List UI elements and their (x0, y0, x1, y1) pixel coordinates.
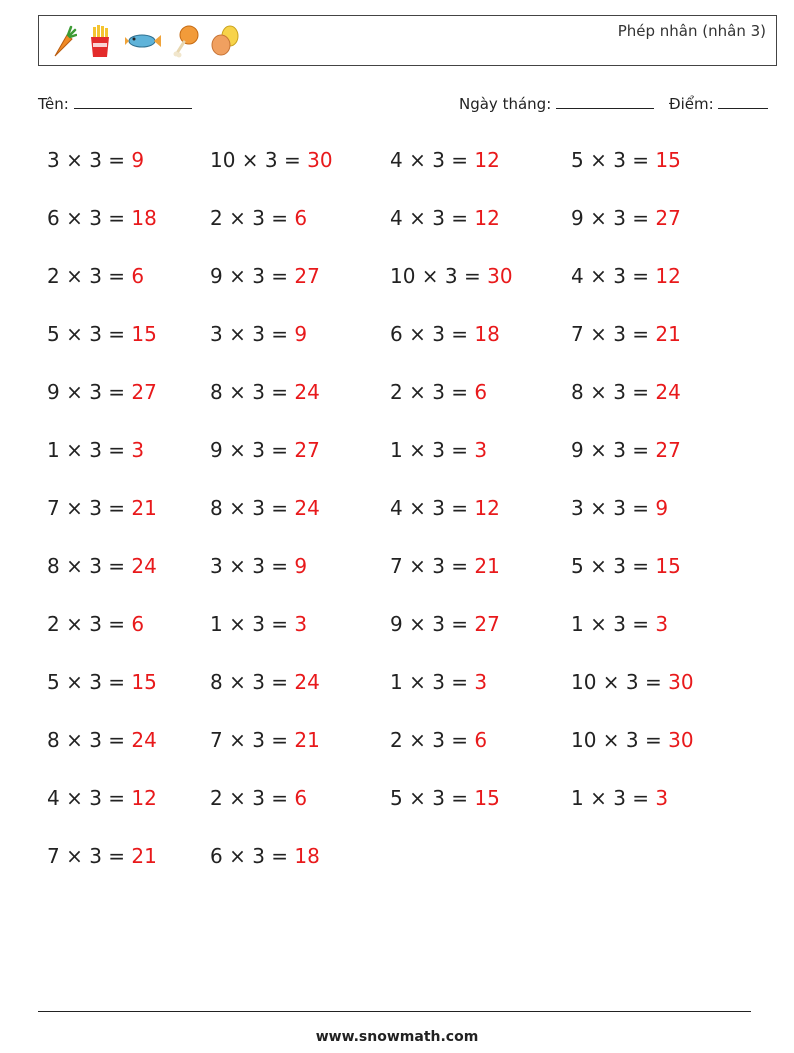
problem-question: 10 × 3 = (210, 148, 308, 172)
problem-answer: 21 (131, 496, 157, 520)
problem-answer: 27 (474, 612, 500, 636)
problem-question: 1 × 3 = (390, 438, 475, 462)
problem-item (571, 612, 668, 636)
problem-item (210, 322, 307, 346)
problem-item (47, 380, 157, 404)
problem-question: 4 × 3 = (571, 264, 656, 288)
problem-item (47, 206, 157, 230)
eggs-icon (209, 23, 243, 59)
problem-answer: 27 (294, 264, 320, 288)
problem-question: 9 × 3 = (47, 380, 132, 404)
name-blank[interactable] (74, 94, 192, 109)
problem-answer: 27 (131, 380, 157, 404)
problem-question: 5 × 3 = (571, 554, 656, 578)
name-label: Tên: (38, 95, 69, 113)
problem-answer: 24 (655, 380, 681, 404)
problem-item (210, 496, 320, 520)
problem-question: 8 × 3 = (210, 670, 295, 694)
problem-item (571, 728, 694, 752)
problem-answer: 9 (131, 148, 145, 172)
problem-question: 1 × 3 = (210, 612, 295, 636)
problem-answer: 12 (474, 496, 500, 520)
problem-item (210, 554, 307, 578)
problem-answer: 15 (131, 322, 157, 346)
problem-answer: 24 (294, 380, 320, 404)
problem-item (571, 496, 668, 520)
problem-item (47, 554, 157, 578)
problem-answer: 30 (668, 728, 694, 752)
footer-url: www.snowmath.com (315, 1029, 479, 1045)
name-field (38, 94, 192, 113)
problem-question: 3 × 3 = (210, 554, 295, 578)
problem-question: 2 × 3 = (47, 612, 132, 636)
problem-answer: 12 (474, 148, 500, 172)
problem-item (390, 438, 487, 462)
problem-item (210, 670, 320, 694)
problem-answer: 15 (655, 148, 681, 172)
problem-answer: 3 (474, 438, 488, 462)
problem-answer: 3 (655, 612, 669, 636)
problem-question: 9 × 3 = (210, 438, 295, 462)
problem-item (47, 786, 157, 810)
problem-item (571, 670, 694, 694)
problem-question: 6 × 3 = (390, 322, 475, 346)
problem-answer: 24 (294, 496, 320, 520)
problem-answer: 15 (131, 670, 157, 694)
problem-question: 5 × 3 = (47, 670, 132, 694)
problem-item (571, 264, 681, 288)
problem-item (47, 844, 157, 868)
problem-item (210, 206, 307, 230)
header-box (38, 15, 777, 66)
problem-answer: 30 (307, 148, 333, 172)
problem-item (390, 496, 500, 520)
problem-answer: 3 (474, 670, 488, 694)
problem-question: 2 × 3 = (390, 728, 475, 752)
problem-item (390, 670, 487, 694)
score-blank[interactable] (718, 94, 768, 109)
problem-question: 5 × 3 = (571, 148, 656, 172)
problem-question: 8 × 3 = (210, 496, 295, 520)
problem-answer: 9 (294, 322, 308, 346)
problem-answer: 6 (131, 612, 145, 636)
problem-item (390, 206, 500, 230)
problem-question: 9 × 3 = (210, 264, 295, 288)
problem-answer: 21 (131, 844, 157, 868)
date-blank[interactable] (556, 94, 654, 109)
problem-question: 1 × 3 = (571, 612, 656, 636)
problem-answer: 24 (294, 670, 320, 694)
problem-answer: 6 (294, 206, 308, 230)
problem-question: 6 × 3 = (47, 206, 132, 230)
problem-item (47, 612, 144, 636)
problem-question: 1 × 3 = (47, 438, 132, 462)
problem-question: 7 × 3 = (210, 728, 295, 752)
problem-question: 8 × 3 = (210, 380, 295, 404)
problem-item (47, 496, 157, 520)
problem-answer: 3 (131, 438, 145, 462)
problem-answer: 18 (131, 206, 157, 230)
problem-item (571, 322, 681, 346)
problem-answer: 18 (294, 844, 320, 868)
problem-question: 5 × 3 = (47, 322, 132, 346)
problem-item (571, 438, 681, 462)
date-field (459, 94, 654, 113)
problem-question: 4 × 3 = (47, 786, 132, 810)
problem-answer: 30 (487, 264, 513, 288)
problem-answer: 18 (474, 322, 500, 346)
problem-question: 7 × 3 = (571, 322, 656, 346)
problem-question: 3 × 3 = (47, 148, 132, 172)
problem-item (47, 438, 144, 462)
problem-question: 10 × 3 = (571, 670, 669, 694)
problem-answer: 6 (294, 786, 308, 810)
problem-question: 9 × 3 = (571, 438, 656, 462)
problem-question: 5 × 3 = (390, 786, 475, 810)
problem-answer: 24 (131, 728, 157, 752)
problem-answer: 6 (474, 728, 488, 752)
problem-item (210, 438, 320, 462)
problem-question: 2 × 3 = (47, 264, 132, 288)
score-label: Điểm: (669, 95, 714, 113)
problem-item (210, 844, 320, 868)
problem-question: 9 × 3 = (571, 206, 656, 230)
header-icons (47, 21, 243, 61)
problem-item (571, 786, 668, 810)
fries-icon (85, 23, 115, 59)
problem-question: 8 × 3 = (571, 380, 656, 404)
problem-item (390, 148, 500, 172)
problem-question: 10 × 3 = (571, 728, 669, 752)
problem-question: 2 × 3 = (210, 206, 295, 230)
problem-answer: 6 (131, 264, 145, 288)
problem-question: 4 × 3 = (390, 206, 475, 230)
problem-item (571, 148, 681, 172)
problem-item (210, 786, 307, 810)
problem-question: 6 × 3 = (210, 844, 295, 868)
problem-answer: 9 (655, 496, 669, 520)
problem-item (210, 148, 333, 172)
problem-answer: 12 (655, 264, 681, 288)
problem-question: 8 × 3 = (47, 728, 132, 752)
problem-question: 7 × 3 = (47, 844, 132, 868)
problem-item (571, 554, 681, 578)
problem-item (390, 728, 487, 752)
problem-item (390, 380, 487, 404)
problem-answer: 12 (474, 206, 500, 230)
problem-question: 1 × 3 = (571, 786, 656, 810)
problem-question: 7 × 3 = (47, 496, 132, 520)
problem-item (390, 612, 500, 636)
problem-question: 4 × 3 = (390, 496, 475, 520)
problem-answer: 9 (294, 554, 308, 578)
problem-question: 2 × 3 = (210, 786, 295, 810)
problem-question: 10 × 3 = (390, 264, 488, 288)
problem-item (390, 264, 513, 288)
problem-answer: 21 (474, 554, 500, 578)
problem-answer: 3 (294, 612, 308, 636)
problem-answer: 27 (655, 206, 681, 230)
problem-answer: 12 (131, 786, 157, 810)
problem-item (47, 148, 144, 172)
problem-answer: 27 (294, 438, 320, 462)
problem-question: 3 × 3 = (210, 322, 295, 346)
problem-question: 4 × 3 = (390, 148, 475, 172)
problem-answer: 21 (655, 322, 681, 346)
problem-answer: 3 (655, 786, 669, 810)
problem-answer: 27 (655, 438, 681, 462)
problem-item (210, 264, 320, 288)
problem-question: 9 × 3 = (390, 612, 475, 636)
problem-question: 7 × 3 = (390, 554, 475, 578)
problem-answer: 30 (668, 670, 694, 694)
problem-item (210, 380, 320, 404)
problem-question: 1 × 3 = (390, 670, 475, 694)
problem-answer: 6 (474, 380, 488, 404)
problem-item (390, 786, 500, 810)
drumstick-icon (171, 23, 201, 59)
date-label: Ngày tháng: (459, 95, 552, 113)
problem-item (47, 322, 157, 346)
problem-answer: 21 (294, 728, 320, 752)
sheet-title: Phép nhân (nhân 3) (617, 22, 766, 40)
problem-item (390, 322, 500, 346)
problem-answer: 15 (474, 786, 500, 810)
problem-question: 8 × 3 = (47, 554, 132, 578)
problem-answer: 24 (131, 554, 157, 578)
problem-item (47, 728, 157, 752)
problem-item (47, 670, 157, 694)
problem-item (390, 554, 500, 578)
footer-divider (38, 1011, 751, 1012)
problem-answer: 15 (655, 554, 681, 578)
problem-item (47, 264, 144, 288)
problem-item (210, 728, 320, 752)
fish-icon (123, 23, 163, 59)
problem-item (210, 612, 307, 636)
score-field (669, 94, 768, 113)
problem-item (571, 380, 681, 404)
problem-item (571, 206, 681, 230)
carrot-icon (47, 23, 77, 59)
problem-question: 3 × 3 = (571, 496, 656, 520)
problem-question: 2 × 3 = (390, 380, 475, 404)
